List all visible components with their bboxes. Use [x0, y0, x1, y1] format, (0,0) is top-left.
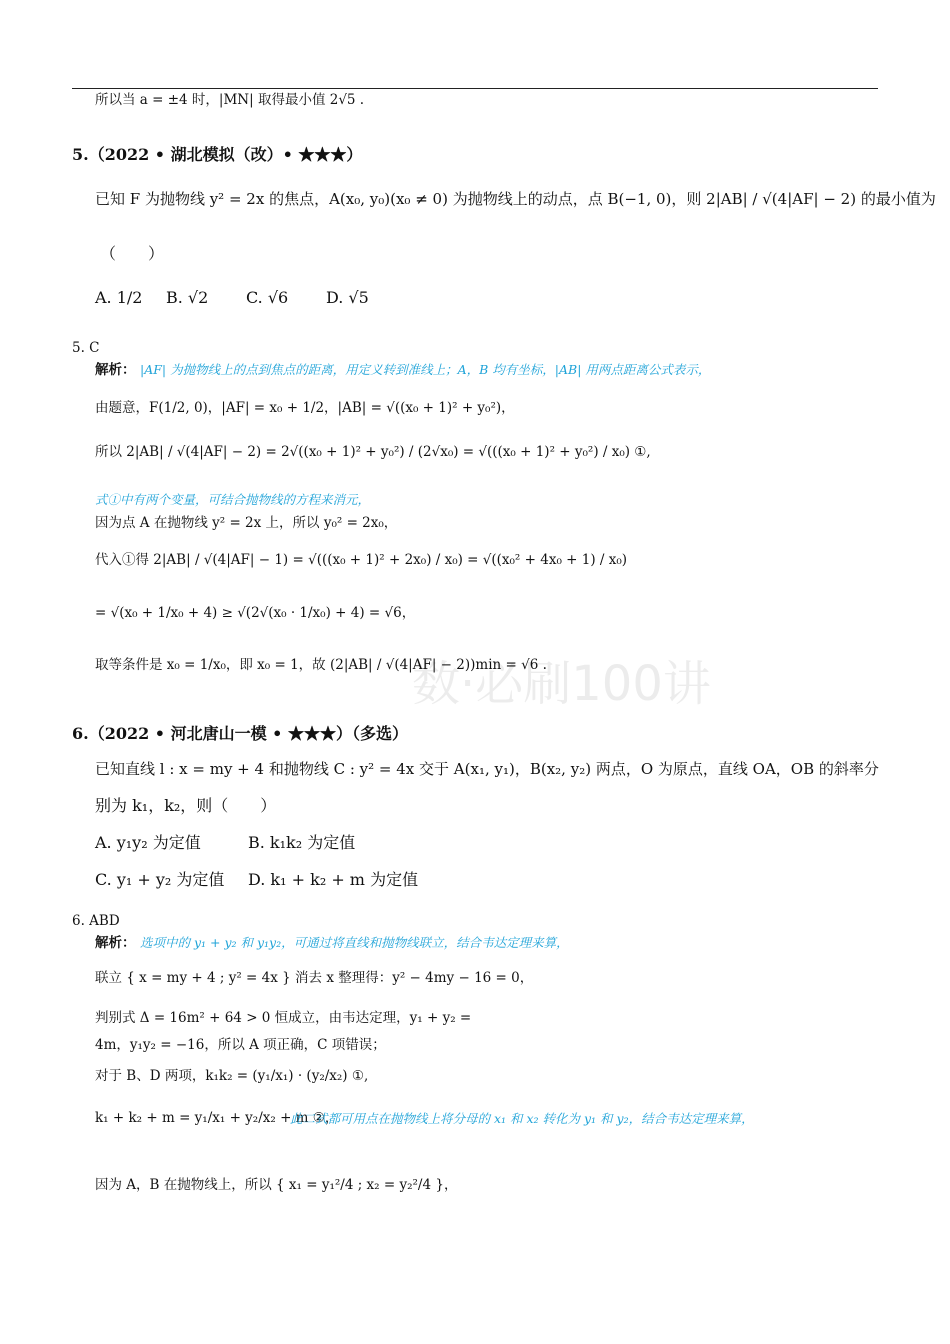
s6-line-4: 对于 B、D 两项，k₁k₂ = (y₁/x₁) · (y₂/x₂) ①, — [95, 1068, 369, 1084]
watermark: 数·必刷100讲 — [412, 656, 711, 712]
q6-stem-line-1: 已知直线 l : x = my + 4 和抛物线 C : y² = 4x 交于 A(x₁, y₁)，B(x₂, y₂) 两点，O 为原点，直线 OA，OB 的斜率分 — [95, 760, 879, 778]
s5-line-6: 取等条件是 x₀ = 1/x₀，即 x₀ = 1，故 (2|AB| / √(4|AF| − 2))min = √6 . — [95, 657, 547, 673]
q6-option-c: C. y₁ + y₂ 为定值 — [95, 870, 225, 889]
q5-option-c: C. √6 — [246, 288, 289, 307]
top-rule — [72, 88, 878, 89]
s6-line-1: 联立 { x = my + 4 ; y² = 4x } 消去 x 整理得：y² − 4my − 16 = 0， — [95, 970, 534, 986]
s6-label: 解析： — [95, 935, 136, 951]
q5-stem: 已知 F 为抛物线 y² = 2x 的焦点，A(x₀, y₀)(x₀ ≠ 0) 为抛物线上的动点，点 B(−1, 0)，则 2|AB| / √(4|AF| − 2) 的最小值为 — [95, 190, 936, 208]
top-conclusion-line: 所以当 a = ±4 时，|MN| 取得最小值 2√5 . — [95, 92, 365, 108]
s5-line-2: 所以 2|AB| / √(4|AF| − 2) = 2√((x₀ + 1)² + y₀²) / (2√x₀) = √(((x₀ + 1)² + y₀²) / x₀) ①, — [95, 444, 651, 460]
s5-line-1: 由题意，F(1/2, 0)，|AF| = x₀ + 1/2，|AB| = √((x₀ + 1)² + y₀²)， — [95, 400, 515, 416]
s6-line-6: 因为 A，B 在抛物线上，所以 { x₁ = y₁²/4 ; x₂ = y₂²/4 }， — [95, 1177, 458, 1193]
s6-line-2: 判别式 Δ = 16m² + 64 > 0 恒成立，由韦达定理，y₁ + y₂ = — [95, 1010, 472, 1026]
q5-option-b: B. √2 — [166, 288, 209, 307]
s5-hint-2: 式①中有两个变量，可结合抛物线的方程来消元， — [95, 492, 371, 507]
q6-option-d: D. k₁ + k₂ + m 为定值 — [248, 870, 419, 889]
s5-line-4: 代入①得 2|AB| / √(4|AF| − 1) = √(((x₀ + 1)² + 2x₀) / x₀) = √((x₀² + 4x₀ + 1) / x₀) — [95, 552, 628, 568]
s6-line-3: 4m，y₁y₂ = −16，所以 A 项正确，C 项错误； — [95, 1037, 386, 1053]
s5-line-3: 因为点 A 在抛物线 y² = 2x 上，所以 y₀² = 2x₀， — [95, 515, 398, 531]
s5-answer: 5. C — [72, 340, 100, 356]
q5-header: 5.（2022 • 湖北模拟（改）• ★★★） — [72, 145, 363, 164]
s6-hint-1: 选项中的 y₁ + y₂ 和 y₁y₂，可通过将直线和抛物线联立，结合韦达定理来算， — [140, 935, 569, 950]
q6-stem-line-2: 别为 k₁，k₂，则（ ） — [95, 796, 277, 815]
q5-option-a: A. 1/2 — [95, 288, 143, 307]
q5-answer-blank: （ ） — [100, 244, 165, 263]
s5-line-5: = √(x₀ + 1/x₀ + 4) ≥ √(2√(x₀ · 1/x₀) + 4) = √6， — [95, 605, 416, 621]
s6-answer: 6. ABD — [72, 913, 120, 929]
q5-option-d: D. √5 — [326, 288, 369, 307]
s6-hint-2: 此二式都可用点在抛物线上将分母的 x₁ 和 x₂ 转化为 y₁ 和 y₂，结合韦达定理来算， — [290, 1111, 754, 1126]
q6-header: 6.（2022 • 河北唐山一模 • ★★★）（多选） — [72, 724, 408, 743]
s6-line-5: k₁ + k₂ + m = y₁/x₁ + y₂/x₂ + m ②， — [95, 1110, 339, 1126]
s5-label: 解析： — [95, 362, 136, 378]
q6-option-a: A. y₁y₂ 为定值 — [95, 833, 201, 852]
q6-option-b: B. k₁k₂ 为定值 — [248, 833, 356, 852]
s5-hint-1: |AF| 为抛物线上的点到焦点的距离，用定义转到准线上；A，B 均有坐标，|AB| 用两点距离公式表示， — [140, 362, 711, 377]
